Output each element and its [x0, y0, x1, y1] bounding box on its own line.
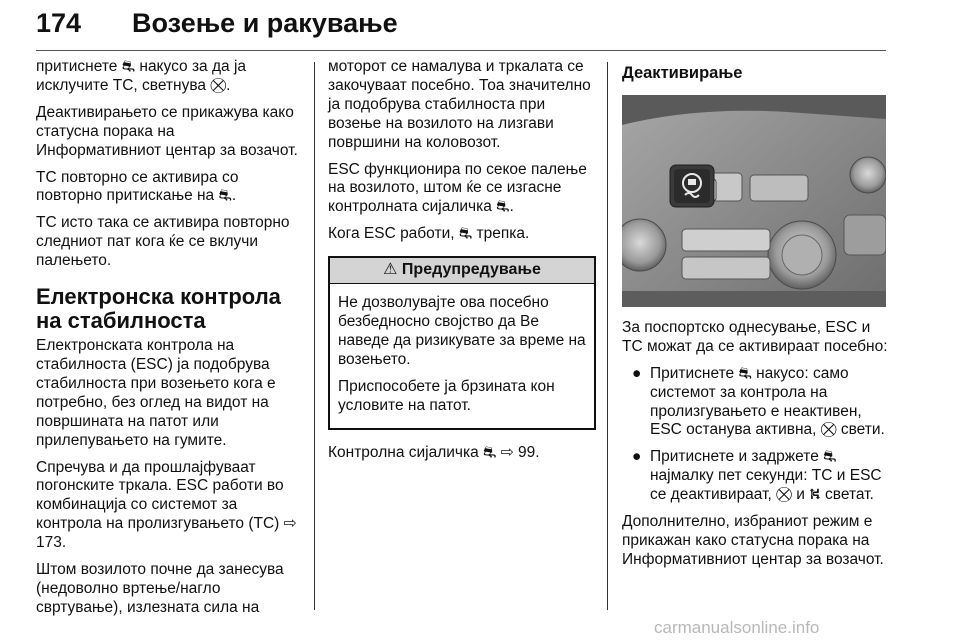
bullet-dot-icon: ●: [632, 364, 642, 382]
esc-button-icon: [674, 169, 710, 203]
list-item-text: Притиснете и задржете ⛐ најмалку пет секунди: TC и ESC се деактивираат, ⛒ и ⛕ светат.: [650, 448, 882, 504]
paragraph: TC повторно се активира со повторно притискање на ⛐.: [36, 168, 239, 205]
paragraph: Дополнително, избраниот режим е прикажан како статусна порака на Информативниот центар за возачот.: [622, 513, 884, 568]
page-number: 174: [36, 8, 82, 38]
warning-text: Приспособете ја брзината кон условите на патот.: [338, 377, 555, 414]
paragraph: TC исто така се активира повторно следниот пат кога ќе се вклучи палењето.: [36, 214, 290, 270]
paragraph: притиснете ⛐ накусо за да ја исклучите TC, светнува ⛒.: [36, 58, 247, 94]
paragraph: моторот се намалува и тркалата се закочуваат посебно. Тоа значително ја подобрува стабилноста при возење на возилото на лизгави површини на коловозот.: [328, 58, 591, 151]
warning-header: [330, 258, 594, 284]
section-heading: Деактивирање: [622, 64, 743, 82]
column-1: [36, 58, 304, 626]
list-item: [622, 448, 888, 505]
paragraph: Деактивирањето се прикажува како статусна порака на Информативниот центар за возачот.: [36, 103, 298, 159]
warning-text: Не дозволувајте ова посебно безбедносно својство да Ве наведе да ризикувате за време на возењето.: [338, 294, 586, 368]
paragraph: Контролна сијаличка ⛐ ⇨ 99.: [328, 443, 540, 461]
paragraph: Електронската контрола на стабилноста (ESC) ја подобрува стабилноста при возењето кога е потребно, без оглед на видот на површината на патот или прилепувањето на гумите.: [36, 337, 276, 449]
warning-body: [330, 284, 594, 427]
column-divider: [607, 62, 608, 610]
dashboard-button-photo: [622, 95, 886, 307]
paragraph: ESC функционира по секое палење на возилото, штом ќе се изгасне контролната сијаличка ⛐.: [328, 160, 587, 216]
paragraph: Штом возилото почне да занесува (недоволно вртење/нагло свртување), излезната сила на: [36, 561, 284, 616]
list-item: [622, 365, 888, 441]
paragraph: Кога ESC работи, ⛐ трепка.: [328, 225, 530, 243]
paragraph: Спречува и да прошлајфуваат погонските тркала. ESC работи во комбинација со системот за контрола на пролизгувањето (TC) ⇨ 173.: [36, 458, 297, 552]
bullet-dot-icon: ●: [632, 448, 642, 466]
column-2: [328, 58, 596, 470]
page-title: Возење и ракување: [132, 8, 398, 38]
warning-box: [328, 256, 596, 429]
warning-triangle-icon: ⚠: [383, 261, 398, 279]
column-divider: [314, 62, 315, 610]
watermark: carmanualsonline.info: [654, 618, 820, 637]
page-header: [36, 6, 886, 48]
column-3: [622, 58, 888, 578]
paragraph: За поспортско однесување, ESC и TC можат да се активираат посебно:: [622, 318, 888, 355]
section-heading: Електронска контрола на стабилноста: [36, 284, 281, 334]
console-illustration: [622, 95, 886, 307]
list-item-text: Притиснете ⛐ накусо: само системот за контрола на пролизгувањето е неактивен, ESC останува активна, ⛒ свети.: [650, 364, 885, 439]
bullet-list: [622, 365, 888, 505]
warning-title: Предупредување: [401, 261, 541, 279]
header-divider: [36, 50, 886, 51]
